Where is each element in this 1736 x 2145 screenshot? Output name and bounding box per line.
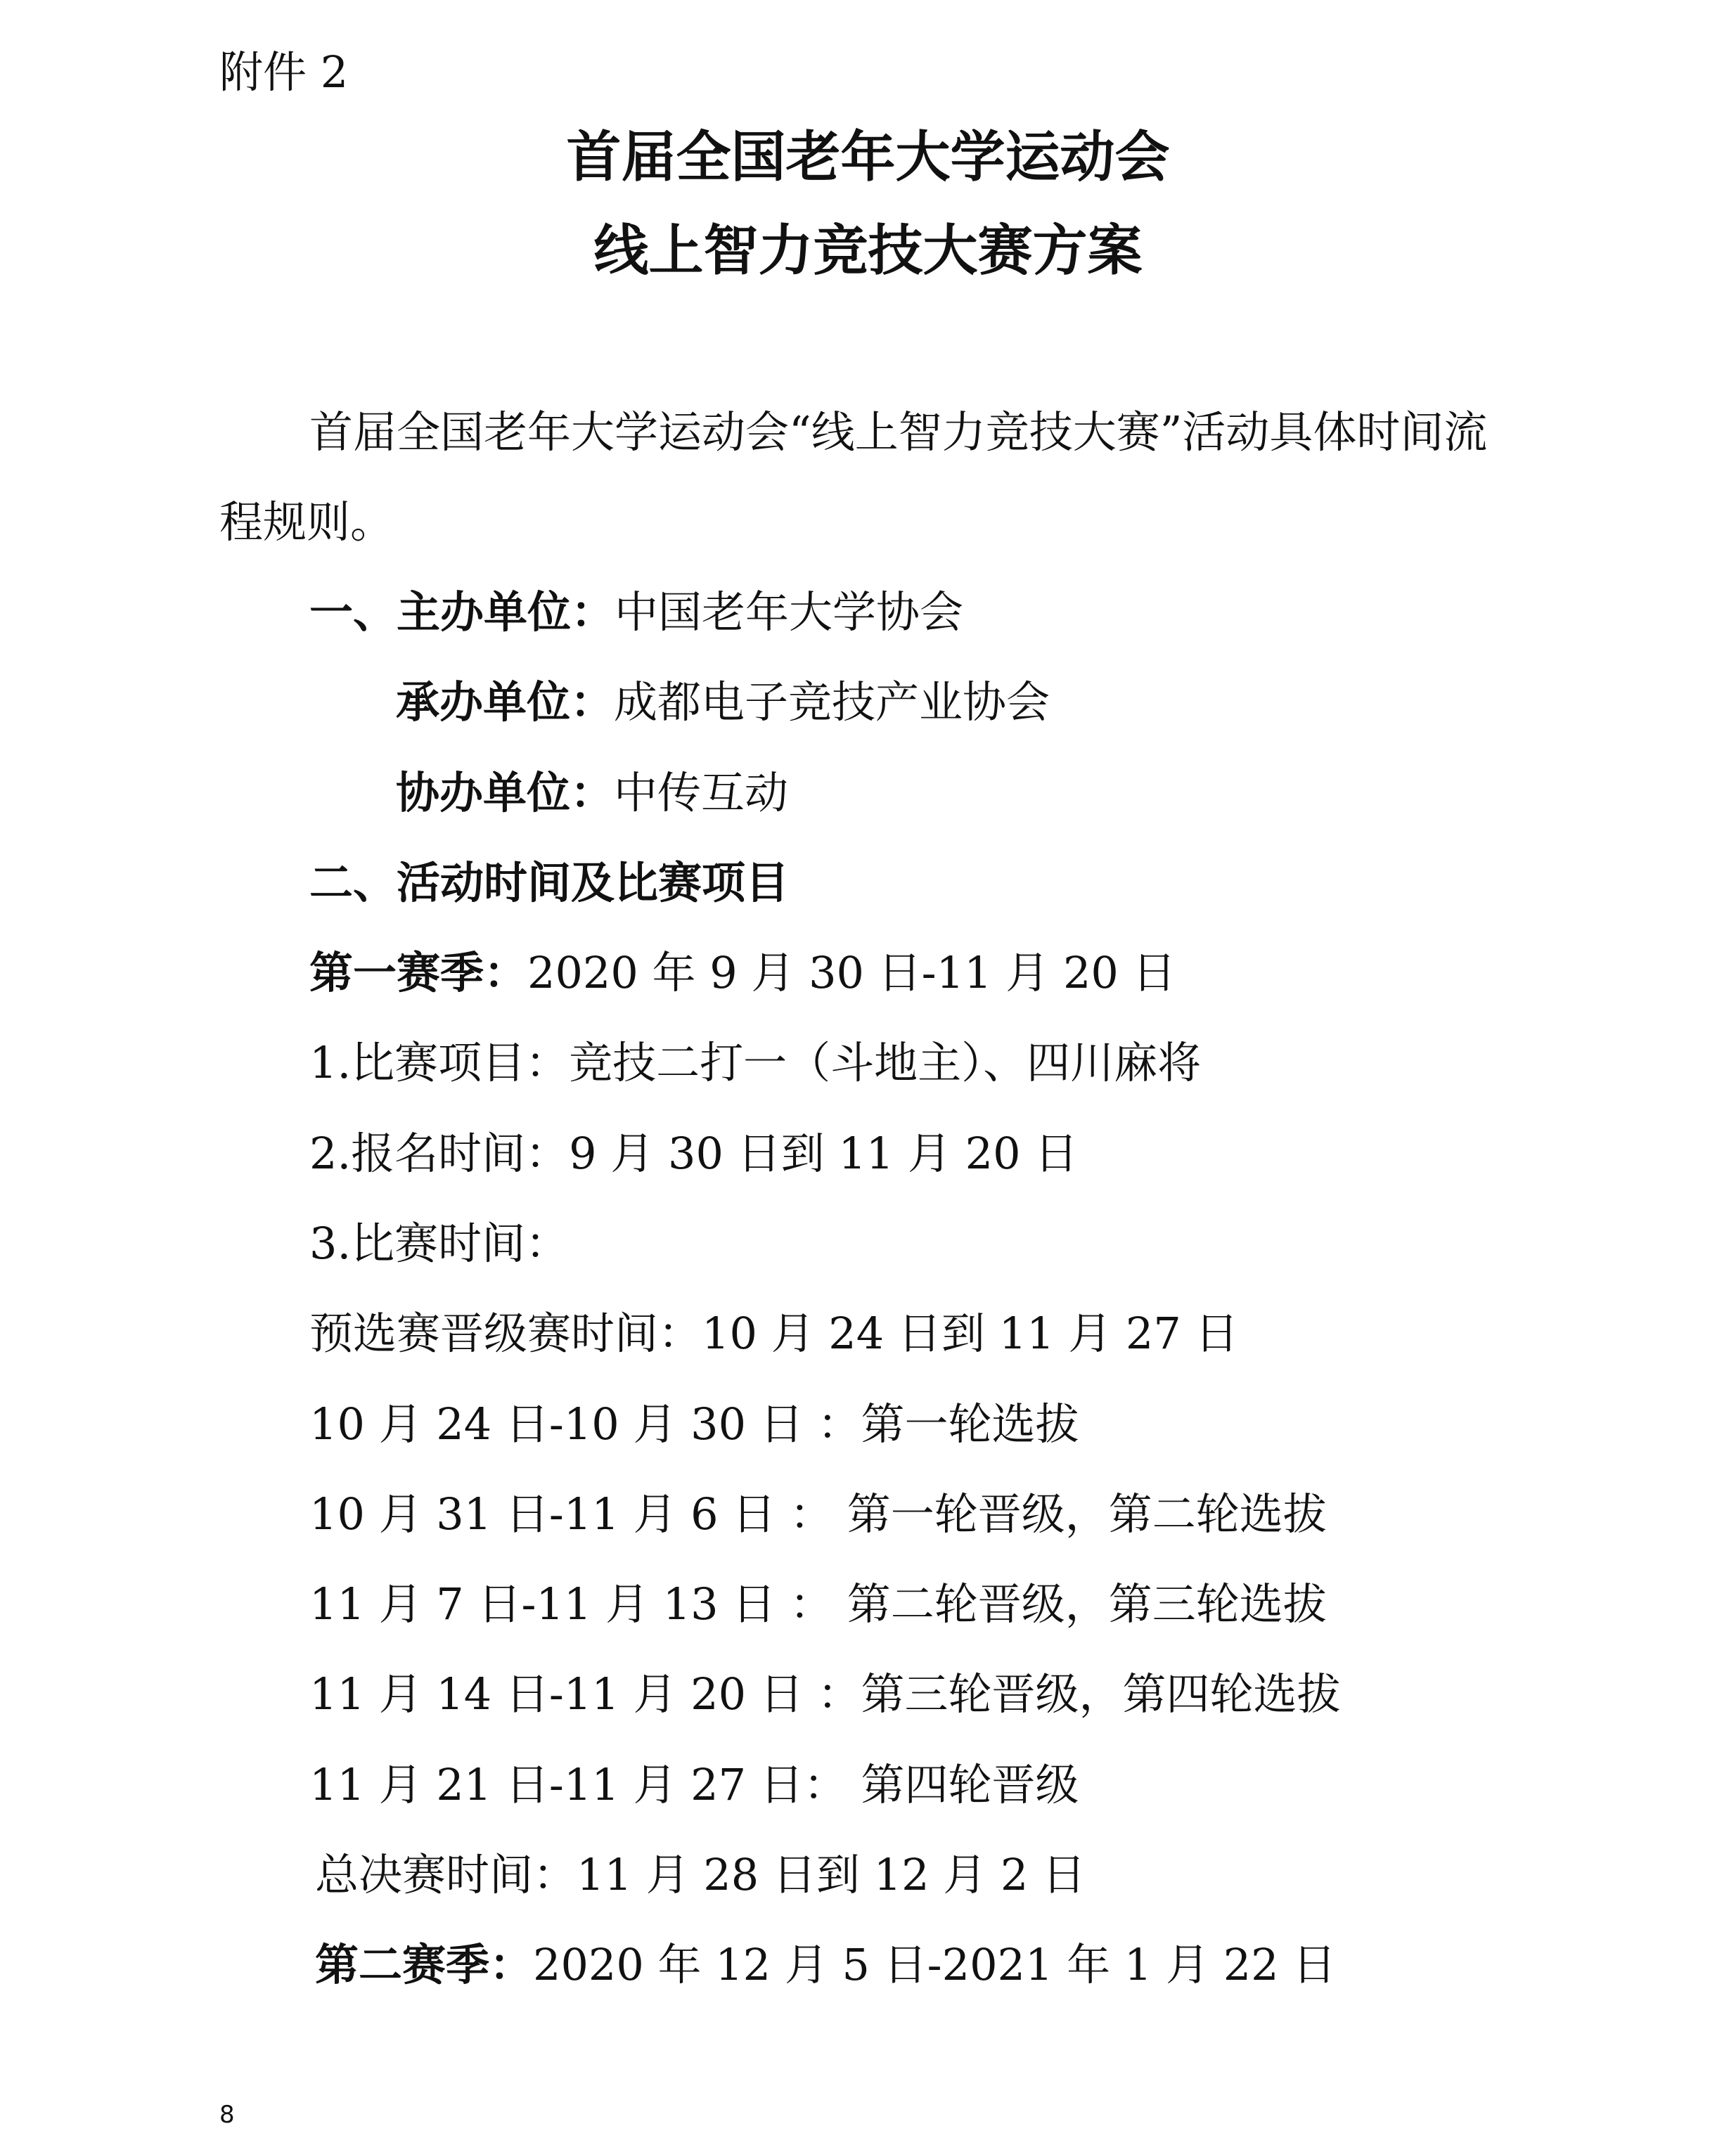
host-label: 一、主办单位： [309,586,615,638]
season2-value: 2020 年 12 月 5 日-2021 年 1 月 22 日 [533,1939,1337,1990]
season2-row [315,1939,1337,1990]
organizer-value: 成都电子竞技产业协会 [614,676,1050,728]
co-organizer-label: 协办单位： [396,767,615,818]
item-registration: 2.报名时间：9 月 30 日到 11 月 20 日 [309,1128,1079,1179]
season1-label: 第一赛季： [309,947,528,998]
season1-value: 2020 年 9 月 30 日-11 月 20 日 [527,947,1176,998]
title-line-1: 首届全国老年大学运动会 [566,126,1170,189]
round-row: 10 月 31 日-11 月 6 日 ： 第一轮晋级，第二轮选拔 [309,1488,1327,1540]
co-organizer-row [396,767,789,818]
round-row: 11 月 7 日-11 月 13 日 ： 第二轮晋级，第三轮选拔 [309,1578,1327,1630]
item-match-time: 3.比赛时间： [309,1218,570,1269]
organizer-label: 承办单位： [396,676,615,728]
prelim-time: 预选赛晋级赛时间：10 月 24 日到 11 月 27 日 [309,1308,1239,1359]
season2-label: 第二赛季： [315,1939,534,1990]
item-competition: 1.比赛项目：竞技二打一（斗地主）、四川麻将 [309,1037,1202,1088]
co-organizer-value: 中传互动 [614,767,789,818]
section2-heading: 二、活动时间及比赛项目 [309,857,790,908]
page-number: 8 [219,2101,235,2129]
host-value: 中国老年大学协会 [615,586,964,638]
round-row: 11 月 14 日-11 月 20 日 ：第三轮晋级，第四轮选拔 [309,1668,1341,1720]
intro-line-1: 首届全国老年大学运动会“线上智力竞技大赛”活动具体时间流 [309,406,1488,458]
attachment-label: 附件 2 [219,46,349,98]
intro-line-2: 程规则。 [219,496,394,548]
round-row: 10 月 24 日-10 月 30 日 ：第一轮选拔 [309,1398,1079,1450]
host-row [309,586,964,638]
organizer-row [396,676,1050,728]
finals-time: 总决赛时间：11 月 28 日到 12 月 2 日 [315,1849,1086,1900]
season1-row [309,947,1176,998]
round-row: 11 月 21 日-11 月 27 日： 第四轮晋级 [309,1759,1079,1810]
title-line-2: 线上智力竞技大赛方案 [593,219,1143,283]
